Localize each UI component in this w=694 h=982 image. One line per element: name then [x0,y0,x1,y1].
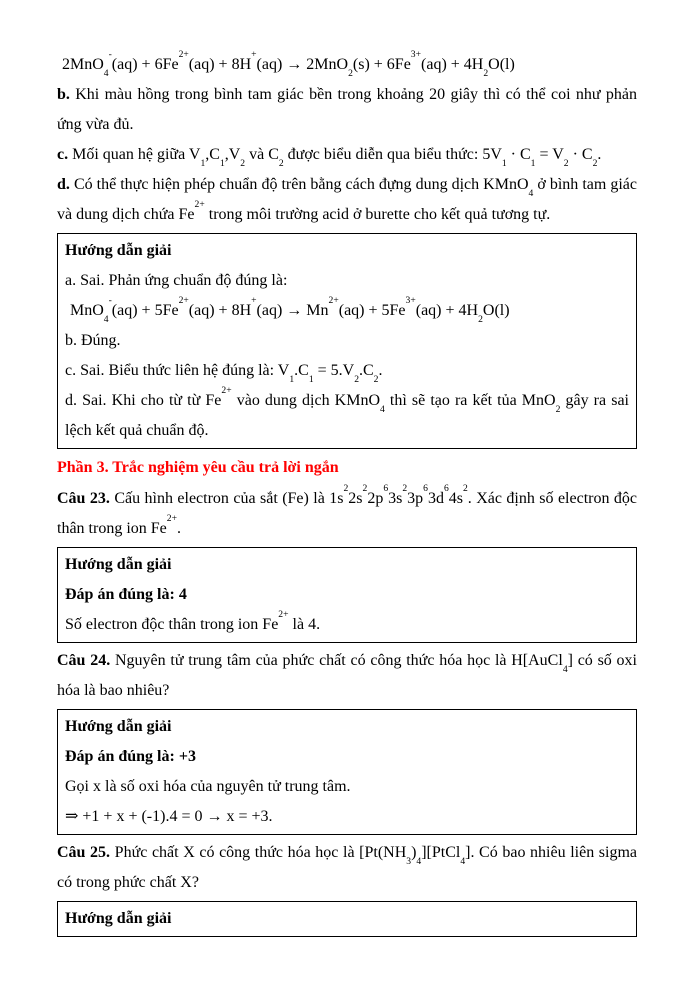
solution-title: Hướng dẫn giải [65,718,172,735]
solution-line-d: d. Sai. Khi cho từ từ $Fe^{2+}$ vào dung dịch KMnO$_4$ thì sẽ tạo ra kết tủa MnO$_2$ gây ra sai lệch kết quả chuẩn độ. [65,385,629,439]
solution-title: Hướng dẫn giải [65,910,172,927]
solution-title: Hướng dẫn giải [65,242,172,259]
section-heading-part3: Phần 3. Trắc nghiệm yêu cầu trả lời ngắn [57,459,339,476]
solution-box-q23 [57,547,637,643]
solution-title: Hướng dẫn giải [65,556,172,573]
chemical-equation-main: $2MnO_4^-(aq) + 6Fe^{2+}(aq) + 8H^+(aq) \to 2MnO_2(s) + 6Fe^{3+}(aq) + 4H_2O(l)$ [62,49,515,79]
answer-line-q23: Đáp án đúng là: 4 [65,586,187,603]
question-24: Câu 24. Nguyên tử trung tâm của phức chất có công thức hóa học là H[AuCl$_4$] có số oxi hóa là bao nhiêu? [57,652,638,699]
question-23: Câu 23. Cấu hình electron của sắt (Fe) là $1s^22s^22p^63s^23p^63d^64s^2$. Xác định số electron độc thân trong ion $Fe^{2+}$. [57,483,637,537]
solution-box-q25 [57,901,637,937]
statement-d: d. Có thể thực hiện phép chuẩn độ trên bằng cách đựng dung dịch KMnO$_4$ ở bình tam giác và dung dịch chứa $Fe^{2+}$ trong môi trường acid ở burette cho kết quả tương tự. [57,176,638,223]
question-25: Câu 25. Phức chất X có công thức hóa học là $[Pt(NH_3)_4][PtCl_4]$. Có bao nhiêu liên sigma có trong phức chất X? [57,844,638,891]
solution-line-c: c. Sai. Biểu thức liên hệ đúng là: $V_1.C_1 = 5.V_2.C_2$. [65,362,383,385]
solution-equation-line: ⇒ +1 + x + (-1).4 = 0 → x = +3. [65,808,273,825]
solution-line: Số electron độc thân trong ion $Fe^{2+}$ là 4. [65,609,321,633]
solution-line-a: a. Sai. Phản ứng chuẩn độ đúng là: [65,272,288,289]
solution-line-b: b. Đúng. [65,332,121,349]
solution-box-statements [57,233,637,449]
chemical-equation-corrected: $MnO_4^-(aq) + 5Fe^{2+}(aq) + 8H^+(aq) \to Mn^{2+}(aq) + 5Fe^{3+}(aq) + 4H_2O(l)$ [70,295,510,325]
statement-c: c. Mối quan hệ giữa $V_1,C_1,V_2$ và $C_2$ được biểu diễn qua biểu thức: $5V_1 \cdot C_1 = V_2 \cdot C_2$. [57,146,602,169]
solution-box-q24 [57,709,637,835]
answer-line-q24: Đáp án đúng là: +3 [65,748,196,765]
solution-line: Gọi x là số oxi hóa của nguyên tử trung tâm. [65,778,351,795]
statement-b: b. Khi màu hồng trong bình tam giác bền trong khoảng 20 giây thì có thể coi như phản ứng vừa đủ. [57,86,637,133]
